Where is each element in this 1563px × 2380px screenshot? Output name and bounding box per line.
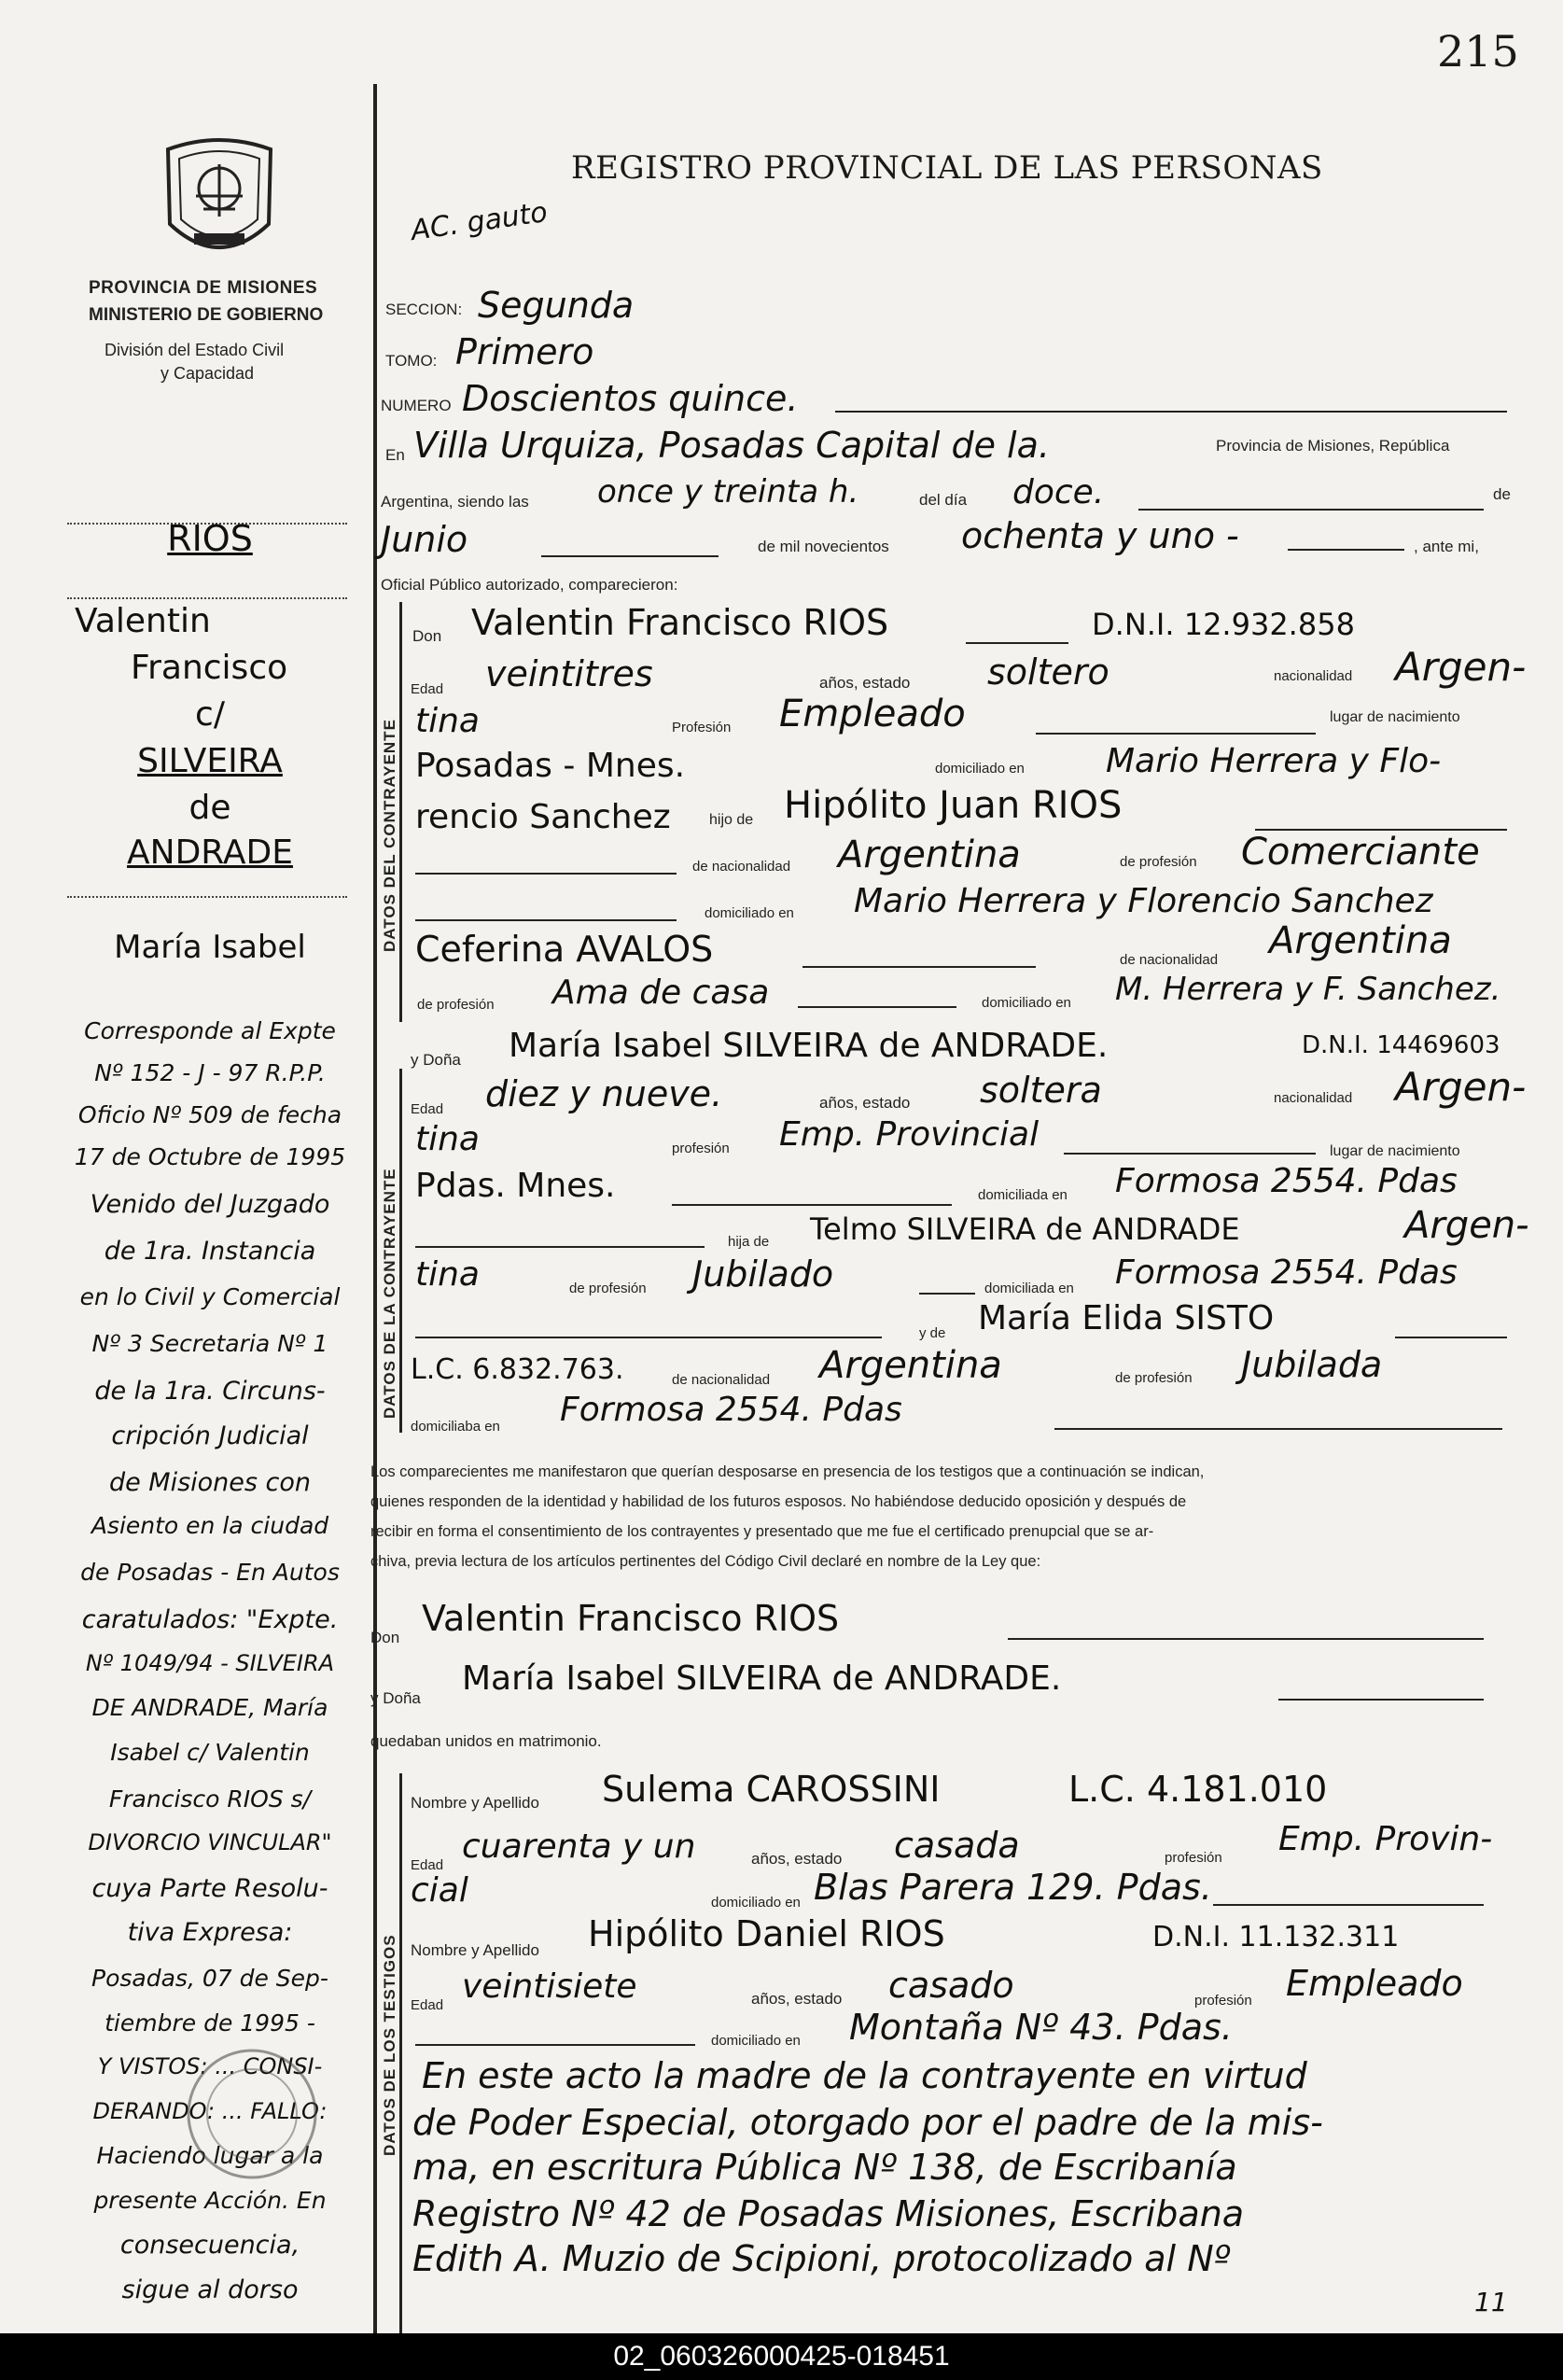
sidebar-note-9: de la 1ra. Circuns-	[94, 1377, 326, 1406]
t2-label: Nombre y Apellido	[411, 1941, 539, 1959]
anio-value: ochenta y uno -	[961, 515, 1239, 556]
sidebar-note-21: tiva Expresa:	[127, 1918, 293, 1947]
sidebar-note-18: Francisco RIOS s/	[108, 1785, 312, 1813]
sidebar-note-22: Posadas, 07 de Sep-	[91, 1965, 328, 1992]
c1-nombre: Valentin Francisco RIOS	[471, 602, 889, 643]
sidebar-line-3: c/	[195, 695, 225, 734]
c1-madre-prof-line	[798, 1006, 956, 1008]
testigos-note-3: ma, en escritura Pública Nº 138, de Escribanía	[412, 2147, 1237, 2188]
c2-nac2: tina	[415, 1120, 480, 1158]
sidebar-note-8: Nº 3 Secretaria Nº 1	[91, 1330, 328, 1357]
c1-padre: Hipólito Juan RIOS	[784, 784, 1123, 827]
c2-hija-label: hija de	[728, 1234, 770, 1250]
t1-domic-line	[1213, 1904, 1484, 1906]
testigos-note-1: En este acto la madre de la contrayente en virtud	[422, 2055, 1307, 2096]
sidebar-note-27: presente Acción. En	[93, 2187, 327, 2214]
c2-padre-prof-line	[919, 1293, 975, 1295]
sidebar-note-3: Oficio Nº 509 de fecha	[77, 1101, 342, 1128]
c2-padre-prof-label: de profesión	[569, 1281, 647, 1296]
sidebar-note-1: Corresponde al Expte	[84, 1017, 336, 1044]
t2-edad: veintisiete	[462, 1967, 637, 2006]
argentina-text: Argentina, siendo las	[381, 493, 529, 511]
c1-madre: Ceferina AVALOS	[415, 929, 714, 970]
anio-fill-line	[1288, 549, 1404, 551]
registry-title: REGISTRO PROVINCIAL DE LAS PERSONAS	[571, 149, 1323, 187]
sidebar-note-2: Nº 152 - J - 97 R.P.P.	[94, 1059, 326, 1086]
decl-dona-line	[1278, 1699, 1484, 1701]
sidebar-note-7: en lo Civil y Comercial	[79, 1283, 341, 1310]
c2-madre-nac-label: de nacionalidad	[672, 1372, 771, 1388]
declaration-line-4: chiva, previa lectura de los artículos pertinentes del Código Civil declaré en nombre de la Ley que:	[370, 1553, 1041, 1570]
c2-nac-label: nacionalidad	[1274, 1090, 1353, 1106]
sidebar-note-13: de Posadas - En Autos	[80, 1559, 340, 1586]
datos-contrayente2-label: DATOS DE LA CONTRAYENTE	[381, 1168, 398, 1419]
testigos-block-border	[399, 1773, 402, 2333]
testigos-note-2: de Poder Especial, otorgado por el padre de la mis-	[412, 2102, 1323, 2143]
official-stamp	[182, 2044, 322, 2184]
c2-madre-domic: Formosa 2554. Pdas	[560, 1391, 902, 1429]
sidebar-dotted-rule-3	[67, 896, 347, 898]
c2-madre-domic-line	[1054, 1428, 1502, 1430]
c2-profesion-line	[1064, 1153, 1316, 1155]
c1-edad-label: Edad	[411, 681, 444, 697]
page-number: 215	[1437, 26, 1519, 77]
t2-domic-pre-line	[415, 2044, 695, 2046]
t1-edad: cuarenta y un	[462, 1827, 696, 1866]
c1-padre-prof-label: de profesión	[1120, 854, 1197, 870]
c2-padre-domic-label: domiciliada en	[984, 1281, 1074, 1296]
sidebar-note-26: Haciendo lugar a la	[96, 2142, 324, 2169]
t2-domic-label: domiciliado en	[711, 2033, 801, 2049]
en-label: En	[385, 446, 405, 464]
c1-hijo-label: hijo de	[709, 812, 754, 828]
mes-fill-line	[541, 555, 719, 557]
t2-domic: Montaña Nº 43. Pdas.	[849, 2007, 1233, 2048]
decl-dona: María Isabel SILVEIRA de ANDRADE.	[462, 1659, 1062, 1698]
sidebar-note-11: de Misiones con	[108, 1468, 312, 1497]
t1-prof-label: profesión	[1165, 1850, 1222, 1866]
seccion-label: SECCION:	[385, 301, 463, 318]
c1-padre-nac-line	[415, 873, 677, 875]
decl-don-label: Don	[370, 1629, 400, 1646]
testigos-note-5: Edith A. Muzio de Scipioni, protocolizado al Nº	[412, 2238, 1231, 2279]
sidebar-note-19: DIVORCIO VINCULAR"	[88, 1829, 332, 1855]
footer-document-id: 02_060326000425-018451	[613, 2341, 950, 2372]
c1-padre-prof: Comerciante	[1241, 831, 1480, 874]
c1-edad: veintitres	[485, 653, 653, 694]
t2-estado: casado	[888, 1965, 1014, 2006]
c1-profesion-line	[1036, 733, 1316, 735]
ante-mi-label: , ante mi,	[1414, 538, 1479, 555]
mes-value: Junio	[381, 519, 468, 560]
c2-edad: diez y nueve.	[485, 1073, 723, 1114]
c1-nac2: tina	[415, 702, 480, 740]
sidebar-note-10: cripción Judicial	[111, 1421, 309, 1450]
sidebar-note-14: caratulados: "Expte.	[81, 1605, 339, 1634]
t2-doc: D.N.I. 11.132.311	[1152, 1921, 1400, 1953]
division-label-2: y Capacidad	[160, 364, 255, 383]
sidebar-note-29: sigue al dorso	[121, 2275, 299, 2304]
t2-prof-label: profesión	[1194, 1993, 1252, 2009]
c1-padre-nac-label: de nacionalidad	[692, 859, 791, 875]
c2-padre: Telmo SILVEIRA de ANDRADE	[810, 1211, 1240, 1247]
c1-madre-domic-label: domiciliado en	[982, 995, 1071, 1011]
declaration-line-3: recibir en forma el consentimiento de los contrayentes y presentado que me fue el certificado prenupcial que se ar-	[370, 1523, 1154, 1540]
c2-domic: Formosa 2554. Pdas	[1115, 1162, 1458, 1200]
sidebar-line-2: Francisco	[131, 649, 288, 687]
lugar-value: Villa Urquiza, Posadas Capital de la.	[413, 425, 1050, 466]
c2-lugar-line	[672, 1204, 952, 1206]
sidebar-note-24: Y VISTOS: ... CONSI-	[97, 2053, 323, 2079]
c2-nombre: María Isabel SILVEIRA de ANDRADE.	[509, 1027, 1109, 1065]
sidebar-note-20: cuya Parte Resolu-	[91, 1874, 328, 1903]
c2-madre-line	[1395, 1337, 1507, 1338]
c1-domic2: rencio Sanchez	[415, 798, 671, 836]
sidebar-note-23: tiembre de 1995 -	[105, 2009, 315, 2037]
annotation-gauto: AC. gauto	[409, 195, 550, 248]
corner-mark: 11	[1474, 2287, 1508, 2317]
sidebar-note-16: DE ANDRADE, María	[91, 1694, 328, 1721]
c2-edad-label: Edad	[411, 1101, 444, 1117]
numero-fill-line	[835, 411, 1507, 413]
testigos-note-4: Registro Nº 42 de Posadas Misiones, Escribana	[412, 2193, 1245, 2234]
c2-profesion-label: profesión	[672, 1141, 730, 1156]
c2-profesion: Emp. Provincial	[779, 1115, 1040, 1154]
decl-dona-label: y Doña	[370, 1689, 421, 1707]
provincia-text: Provincia de Misiones, República	[1216, 437, 1450, 455]
sidebar-note-15: Nº 1049/94 - SILVEIRA	[85, 1650, 335, 1676]
c1-padre-domic: Mario Herrera y Florencio Sanchez	[854, 882, 1433, 920]
c1-padre-nac: Argentina	[838, 833, 1021, 876]
t1-anios-label: años, estado	[751, 1850, 843, 1868]
del-dia-label: del día	[919, 491, 968, 509]
c2-madre-prof-label: de profesión	[1115, 1370, 1193, 1386]
c1-lugar-nac-label: lugar de nacimiento	[1330, 709, 1460, 725]
sidebar-line-1: Valentin	[75, 602, 211, 640]
t2-edad-label: Edad	[411, 1997, 444, 2013]
coat-of-arms-seal	[159, 131, 280, 271]
c1-anios-label: años, estado	[819, 674, 911, 692]
c2-dni: D.N.I. 14469603	[1302, 1031, 1500, 1059]
c2-madre-prof: Jubilada	[1241, 1344, 1383, 1385]
c1-estado: soltero	[987, 651, 1109, 693]
c1-madre-nac: Argentina	[1269, 919, 1452, 962]
t1-domic: Blas Parera 129. Pdas.	[814, 1867, 1212, 1908]
sidebar-note-5: Venido del Juzgado	[90, 1190, 330, 1219]
c1-madre-line	[802, 966, 1036, 968]
c2-padre-nac2: tina	[415, 1255, 480, 1294]
de-label: de	[1493, 485, 1511, 503]
t1-prof: Emp. Provin-	[1278, 1820, 1493, 1858]
t2-anios-label: años, estado	[751, 1990, 843, 2008]
declaration-line-1: Los comparecientes me manifestaron que querían desposarse en presencia de los testigos que a continuación se indican,	[370, 1463, 1205, 1480]
ministry-label: MINISTERIO DE GOBIERNO	[89, 305, 324, 325]
seccion-value: Segunda	[478, 285, 635, 326]
decl-don-line	[1008, 1638, 1484, 1640]
contrayente2-block-border	[399, 1069, 402, 1433]
t1-edad-label: Edad	[411, 1857, 444, 1873]
c1-domic: Mario Herrera y Flo-	[1106, 742, 1442, 780]
t2-nombre: Hipólito Daniel RIOS	[588, 1913, 945, 1954]
c2-madre-domic-label: domiciliaba en	[411, 1419, 500, 1435]
c1-domic-label: domiciliado en	[935, 761, 1025, 777]
c2-nac: Argen-	[1395, 1064, 1527, 1110]
province-label: PROVINCIA DE MISIONES	[89, 278, 318, 298]
numero-value: Doscientos quince.	[462, 378, 799, 419]
sidebar-note-17: Isabel c/ Valentin	[110, 1739, 310, 1766]
c2-lugar-nac-label: lugar de nacimiento	[1330, 1143, 1460, 1159]
dia-fill-line	[1138, 509, 1484, 511]
oficial-label: Oficial Público autorizado, comparecieron:	[381, 576, 678, 594]
hora-value: once y treinta h.	[597, 473, 859, 511]
t1-label: Nombre y Apellido	[411, 1794, 539, 1812]
division-label-1: División del Estado Civil	[105, 341, 285, 359]
unidos-label: quedaban unidos en matrimonio.	[370, 1732, 602, 1750]
c1-nac-label: nacionalidad	[1274, 668, 1353, 684]
c1-nac: Argen-	[1395, 644, 1527, 690]
c1-madre-prof-label: de profesión	[417, 997, 495, 1013]
c1-madre-nac-label: de nacionalidad	[1120, 952, 1219, 968]
sidebar-dotted-rule-2	[67, 597, 347, 599]
c1-nombre-line	[966, 642, 1068, 644]
c2-domic-label: domiciliada en	[978, 1187, 1068, 1203]
column-divider	[373, 84, 377, 2333]
c1-padre-domic-label: domiciliado en	[705, 905, 794, 921]
c1-dni: D.N.I. 12.932.858	[1092, 607, 1355, 642]
tomo-label: TOMO:	[385, 352, 438, 370]
sidebar-line-6: ANDRADE	[127, 833, 293, 872]
c1-padre-domic-line	[415, 919, 677, 921]
sidebar-line-4: SILVEIRA	[137, 742, 283, 780]
c2-estado: soltera	[980, 1070, 1102, 1111]
c2-madre-nac: Argentina	[819, 1344, 1002, 1387]
c2-anios-label: años, estado	[819, 1094, 911, 1112]
t1-domic-label: domiciliado en	[711, 1895, 801, 1911]
c1-madre-domic: M. Herrera y F. Sanchez.	[1115, 971, 1501, 1008]
t2-prof: Empleado	[1286, 1963, 1463, 2004]
datos-contrayente-label: DATOS DEL CONTRAYENTE	[381, 719, 398, 952]
sidebar-line-5: de	[188, 789, 231, 827]
datos-testigos-label: DATOS DE LOS TESTIGOS	[381, 1934, 398, 2156]
sidebar-note-25: DERANDO: ... FALLO:	[92, 2098, 328, 2124]
c2-padre-pre-line	[415, 1246, 705, 1248]
c2-lugar-nac: Pdas. Mnes.	[415, 1167, 616, 1205]
dia-value: doce.	[1012, 473, 1105, 511]
decl-don: Valentin Francisco RIOS	[422, 1598, 840, 1639]
c1-profesion-label: Profesión	[672, 720, 732, 735]
t1-estado: casada	[894, 1825, 1020, 1866]
tomo-value: Primero	[455, 331, 594, 372]
don-label: Don	[412, 627, 442, 645]
sidebar-surname: RIOS	[167, 518, 253, 559]
c1-madre-prof: Ama de casa	[552, 973, 770, 1012]
c2-padre-domic: Formosa 2554. Pdas	[1115, 1253, 1458, 1292]
c2-padre-nac: Argen-	[1404, 1204, 1529, 1247]
sidebar-note-28: consecuencia,	[119, 2231, 300, 2260]
c1-profesion: Empleado	[779, 693, 966, 735]
c1-lugar-nac: Posadas - Mnes.	[415, 747, 686, 785]
dona-label: y Doña	[411, 1051, 461, 1069]
sidebar-note-12: Asiento en la ciudad	[91, 1512, 329, 1539]
c2-madre: María Elida SISTO	[978, 1299, 1275, 1337]
c2-madre-doc: L.C. 6.832.763.	[411, 1353, 624, 1386]
c2-y-de-label: y de	[919, 1325, 946, 1341]
sidebar-note-4: 17 de Octubre de 1995	[74, 1143, 346, 1170]
declaration-line-2: quienes responden de la identidad y habilidad de los futuros esposos. No habiéndose deducido oposición y después de	[370, 1493, 1187, 1510]
de-mil-label: de mil novecientos	[758, 538, 889, 555]
c2-padre-prof: Jubilado	[692, 1253, 834, 1295]
c2-madre-pre-line	[415, 1337, 882, 1338]
sidebar-note-6: de 1ra. Instancia	[104, 1237, 316, 1266]
numero-label: NUMERO	[381, 397, 452, 414]
t1-nombre: Sulema CAROSSINI	[602, 1769, 941, 1810]
t1-prof2: cial	[411, 1871, 468, 1910]
sidebar-line-7: María Isabel	[114, 929, 306, 966]
t1-doc: L.C. 4.181.010	[1068, 1769, 1328, 1810]
